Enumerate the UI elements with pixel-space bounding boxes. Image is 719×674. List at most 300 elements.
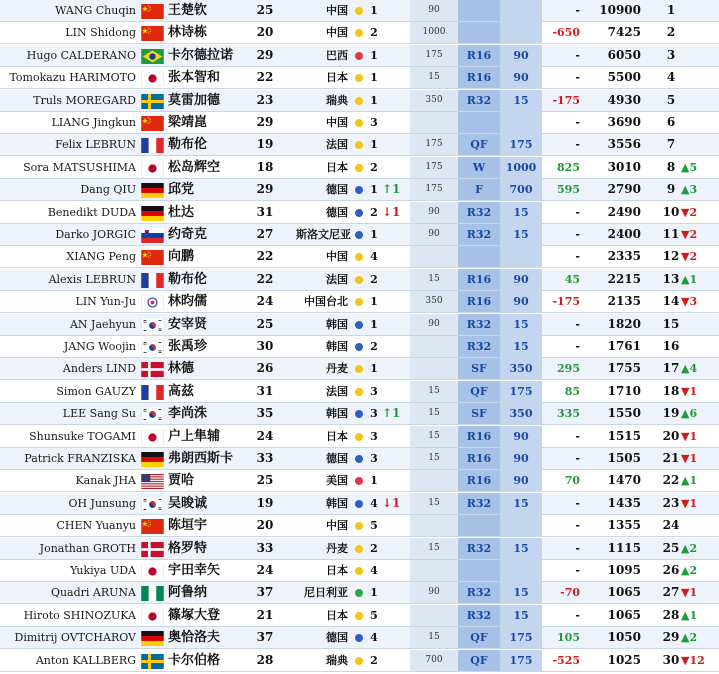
player-name-cn: 林昀儒 <box>168 294 208 310</box>
japan-flag-icon <box>141 160 164 175</box>
rank-movement: ▲3 <box>681 183 698 197</box>
association: 美国 <box>326 474 348 488</box>
world-rank: 3 <box>666 47 676 62</box>
association: 法国 <box>326 272 348 286</box>
rank-movement: ▼1 <box>681 452 698 465</box>
association: 日本 <box>326 160 348 174</box>
association-rank: 4 <box>370 631 378 645</box>
association-rank-change <box>382 112 410 133</box>
association-rank: 4 <box>370 250 378 264</box>
association: 中国台北 <box>304 295 348 309</box>
world-rank: 16 <box>662 339 680 353</box>
association-rank-change <box>382 269 410 290</box>
points-diff: - <box>575 452 580 465</box>
association-rank: 4 <box>370 496 378 510</box>
association-rank-change: ↑1 <box>382 182 401 197</box>
player-name: LIN Shidong <box>65 26 136 40</box>
round-points <box>500 560 542 581</box>
association: 瑞典 <box>326 93 348 107</box>
points-diff: 85 <box>564 384 580 398</box>
player-age: 20 <box>256 25 274 40</box>
association-rank-change <box>382 67 410 88</box>
sweden-flag-icon <box>141 653 164 668</box>
table-row <box>0 45 719 67</box>
points-diff: -525 <box>552 653 580 667</box>
world-rank: 30 <box>662 652 680 667</box>
player-name: Yukiya UDA <box>70 564 136 577</box>
player-age: 37 <box>256 585 274 600</box>
player-name: Kanak JHA <box>75 474 136 488</box>
player-name-cn: 篠塚大登 <box>168 607 221 623</box>
round-reached: R16 <box>458 269 500 290</box>
table-row <box>0 650 719 672</box>
points-diff: - <box>575 205 580 219</box>
table-row <box>0 0 719 22</box>
player-age: 23 <box>256 92 274 107</box>
association-rank: 1 <box>370 474 378 488</box>
association-dot-icon <box>355 545 363 553</box>
world-rank: 10 <box>662 204 680 219</box>
association-rank: 1 <box>370 71 378 85</box>
player-age: 33 <box>256 451 274 465</box>
round-points <box>500 112 542 133</box>
round-points: 15 <box>500 90 542 111</box>
player-age: 26 <box>256 361 274 376</box>
points-dropped: 15 <box>410 448 458 469</box>
rank-movement <box>681 336 719 357</box>
round-points: 350 <box>500 403 542 424</box>
player-name: LEE Sang Su <box>62 407 136 421</box>
germany-flag-icon <box>141 182 164 197</box>
table-row <box>0 291 719 313</box>
association-rank: 3 <box>370 407 378 421</box>
points-diff: -175 <box>552 295 580 309</box>
association-rank: 1 <box>370 228 378 241</box>
player-age: 30 <box>256 339 274 353</box>
world-rank: 19 <box>662 406 680 421</box>
player-name-cn: 张本智和 <box>168 70 221 86</box>
world-rank: 5 <box>666 92 676 107</box>
world-rank: 13 <box>662 271 680 286</box>
round-reached <box>458 112 500 133</box>
player-age: 25 <box>256 3 274 17</box>
total-points: 3690 <box>607 115 641 129</box>
points-diff: -175 <box>552 93 580 107</box>
association-dot-icon <box>355 276 363 284</box>
total-points: 1710 <box>607 383 641 398</box>
points-dropped <box>410 112 458 133</box>
player-age: 25 <box>256 316 274 331</box>
points-dropped: 175 <box>410 157 458 178</box>
germany-flag-icon <box>141 451 164 466</box>
player-name-cn: 弗朗西斯卡 <box>168 451 234 466</box>
japan-flag-icon <box>141 563 164 578</box>
points-dropped <box>410 605 458 626</box>
points-dropped <box>410 515 458 536</box>
table-row <box>0 470 719 492</box>
association-dot-icon <box>355 52 363 60</box>
association-dot-icon <box>355 455 363 463</box>
points-dropped: 15 <box>410 67 458 88</box>
association-rank-change <box>382 291 410 312</box>
france-flag-icon <box>141 137 164 152</box>
player-name-cn: 莫雷加德 <box>168 92 221 108</box>
player-name-cn: 梁靖崑 <box>168 115 208 130</box>
points-diff: -650 <box>552 26 580 40</box>
points-diff: - <box>575 541 580 555</box>
round-reached: R32 <box>458 538 500 559</box>
player-age: 19 <box>256 495 274 510</box>
player-name: JANG Woojin <box>63 340 136 353</box>
association-rank: 4 <box>370 564 378 577</box>
points-diff: - <box>575 71 580 85</box>
player-name: Patrick FRANZISKA <box>24 452 136 465</box>
association: 斯洛文尼亚 <box>296 228 351 241</box>
korea-flag-icon <box>141 317 164 332</box>
association: 德国 <box>326 452 348 465</box>
points-diff: 105 <box>557 631 580 645</box>
round-reached: R16 <box>458 291 500 312</box>
player-name-cn: 贾哈 <box>168 473 195 489</box>
player-age: 29 <box>256 182 274 197</box>
points-diff: 595 <box>557 183 580 197</box>
player-name: Felix LEBRUN <box>55 138 136 152</box>
player-name-cn: 勒布伦 <box>168 137 208 153</box>
world-rank: 17 <box>662 361 680 376</box>
association: 瑞典 <box>326 653 348 667</box>
association-rank-change <box>382 605 410 626</box>
china-flag-icon <box>141 25 164 40</box>
round-reached: R32 <box>458 493 500 514</box>
points-dropped: 1000 <box>410 22 458 43</box>
player-name: LIANG Jingkun <box>51 116 136 129</box>
world-rank: 7 <box>666 137 676 152</box>
player-name: Quadri ARUNA <box>50 586 136 600</box>
player-age: 24 <box>256 428 274 443</box>
rank-movement <box>681 112 719 133</box>
round-reached: R16 <box>458 448 500 469</box>
association-rank: 1 <box>370 93 378 107</box>
association-rank: 1 <box>370 4 378 17</box>
rank-movement <box>681 22 719 43</box>
association-rank: 1 <box>370 183 378 197</box>
usa-flag-icon <box>141 473 164 488</box>
round-reached: R16 <box>458 470 500 491</box>
total-points: 2790 <box>607 182 641 197</box>
association: 德国 <box>326 183 348 197</box>
association-rank: 2 <box>370 541 378 555</box>
association-rank: 3 <box>370 384 378 398</box>
points-dropped: 90 <box>410 582 458 603</box>
player-name: Shunsuke TOGAMI <box>29 429 136 443</box>
round-reached: R32 <box>458 202 500 223</box>
player-name: Sora MATSUSHIMA <box>23 160 136 174</box>
table-row <box>0 314 719 336</box>
round-reached <box>458 515 500 536</box>
world-rank: 6 <box>666 115 676 129</box>
association-rank: 1 <box>370 317 378 331</box>
player-name-cn: 高兹 <box>168 383 195 399</box>
player-name-cn: 李尚洙 <box>168 406 208 422</box>
player-name-cn: 勒布伦 <box>168 271 208 287</box>
total-points: 6050 <box>607 47 641 62</box>
association: 中国 <box>326 250 348 264</box>
world-rank: 11 <box>662 227 680 241</box>
table-row <box>0 515 719 537</box>
round-points: 1000 <box>500 157 542 178</box>
round-points: 175 <box>500 134 542 155</box>
table-row <box>0 67 719 89</box>
rank-movement: ▼3 <box>681 295 698 309</box>
round-points: 175 <box>500 650 542 671</box>
world-rank: 18 <box>662 383 680 398</box>
germany-flag-icon <box>141 630 164 645</box>
player-name-cn: 吴晙诚 <box>168 495 208 511</box>
points-dropped: 350 <box>410 90 458 111</box>
player-name: OH Junsung <box>68 496 136 510</box>
player-age: 19 <box>256 137 274 152</box>
player-age: 21 <box>256 607 274 622</box>
points-dropped: 175 <box>410 179 458 200</box>
round-points: 15 <box>500 582 542 603</box>
association-rank-change <box>382 448 410 469</box>
rank-movement: ▲1 <box>681 272 698 286</box>
round-points <box>500 22 542 43</box>
points-diff: - <box>575 496 580 510</box>
association-dot-icon <box>355 657 363 665</box>
rank-movement: ▲1 <box>681 474 698 488</box>
player-name-cn: 约奇克 <box>168 227 208 242</box>
association-dot-icon <box>355 433 363 441</box>
player-age: 29 <box>256 47 274 62</box>
association-rank-change <box>382 627 410 648</box>
world-rank: 12 <box>662 249 680 264</box>
points-diff: 45 <box>564 272 580 286</box>
total-points: 5500 <box>607 70 641 85</box>
association: 中国 <box>326 4 348 17</box>
points-dropped: 700 <box>410 650 458 671</box>
points-dropped: 15 <box>410 381 458 402</box>
points-diff: -70 <box>560 586 580 600</box>
association-dot-icon <box>355 321 363 329</box>
player-name: Simon GAUZY <box>56 384 136 398</box>
world-rank: 23 <box>662 495 680 510</box>
china-flag-icon <box>141 249 164 264</box>
association-rank: 2 <box>370 205 378 219</box>
player-name: Truls MOREGARD <box>33 93 136 107</box>
round-reached: R32 <box>458 90 500 111</box>
association-rank-change <box>382 470 410 491</box>
round-points: 15 <box>500 336 542 357</box>
france-flag-icon <box>141 384 164 399</box>
player-name-cn: 奥恰洛夫 <box>168 630 221 646</box>
total-points: 3556 <box>607 137 641 152</box>
world-rank: 1 <box>666 3 676 17</box>
total-points: 1025 <box>607 652 641 667</box>
round-reached: QF <box>458 627 500 648</box>
points-dropped: 90 <box>410 314 458 335</box>
total-points: 1115 <box>607 540 641 555</box>
player-name: LIN Yun-Ju <box>75 295 136 309</box>
total-points: 1820 <box>607 316 641 331</box>
player-age: 24 <box>256 294 274 309</box>
china-flag-icon <box>141 3 164 18</box>
korea-flag-icon <box>141 339 164 354</box>
table-row <box>0 157 719 179</box>
round-reached <box>458 246 500 267</box>
total-points: 2400 <box>607 227 641 241</box>
association-rank: 1 <box>370 138 378 152</box>
points-diff: - <box>575 340 580 353</box>
world-rank: 25 <box>662 540 680 555</box>
points-diff: - <box>575 564 580 577</box>
round-reached <box>458 0 500 21</box>
points-diff: - <box>575 317 580 331</box>
association-rank: 2 <box>370 160 378 174</box>
total-points: 7425 <box>607 25 641 40</box>
round-points: 90 <box>500 67 542 88</box>
japan-flag-icon <box>141 429 164 444</box>
player-name: Benedikt DUDA <box>47 205 136 219</box>
player-age: 22 <box>256 271 274 286</box>
association-rank-change: ↓1 <box>382 495 401 510</box>
player-age: 25 <box>256 473 274 488</box>
points-diff: 70 <box>564 474 580 488</box>
round-points: 90 <box>500 291 542 312</box>
points-diff: - <box>575 116 580 129</box>
table-row <box>0 582 719 604</box>
table-row <box>0 246 719 268</box>
table-row <box>0 605 719 627</box>
player-age: 33 <box>256 540 274 555</box>
association-rank: 1 <box>370 586 378 600</box>
player-name-cn: 陈垣宇 <box>168 518 208 534</box>
association: 法国 <box>326 384 348 398</box>
association: 中国 <box>326 26 348 40</box>
world-rank: 4 <box>666 70 676 85</box>
points-dropped: 15 <box>410 627 458 648</box>
france-flag-icon <box>141 272 164 287</box>
player-name: Dimitrij OVTCHAROV <box>14 631 136 645</box>
tpe-flag-icon <box>141 294 164 309</box>
association-dot-icon <box>355 612 363 620</box>
total-points: 2135 <box>607 294 641 309</box>
association-dot-icon <box>355 209 363 217</box>
denmark-flag-icon <box>141 361 164 376</box>
total-points: 1065 <box>607 585 641 600</box>
association-rank-change <box>382 22 410 43</box>
table-row <box>0 179 719 201</box>
table-row <box>0 403 719 425</box>
total-points: 4930 <box>607 92 641 107</box>
association-rank-change <box>382 224 410 245</box>
points-dropped: 15 <box>410 538 458 559</box>
round-points: 175 <box>500 381 542 402</box>
table-row <box>0 224 719 246</box>
round-reached: R32 <box>458 605 500 626</box>
association: 韩国 <box>326 496 348 510</box>
rank-movement: ▼1 <box>681 586 698 600</box>
points-diff: - <box>575 228 580 241</box>
association: 日本 <box>326 608 348 622</box>
round-points: 350 <box>500 358 542 379</box>
rank-movement: ▲2 <box>681 564 698 577</box>
association-rank-change <box>382 314 410 335</box>
points-diff: 335 <box>557 407 580 421</box>
table-row <box>0 134 719 156</box>
player-name: XIANG Peng <box>66 250 136 264</box>
association: 日本 <box>326 429 348 443</box>
rank-movement: ▲2 <box>681 631 698 645</box>
points-diff: 295 <box>557 362 580 376</box>
round-reached: QF <box>458 381 500 402</box>
association: 中国 <box>326 519 348 533</box>
round-reached: W <box>458 157 500 178</box>
association-rank-change: ↓1 <box>382 204 401 219</box>
round-reached: R32 <box>458 224 500 245</box>
round-points: 15 <box>500 314 542 335</box>
association-rank-change: ↑1 <box>382 406 401 421</box>
association: 法国 <box>326 138 348 152</box>
player-name: Darko JORGIC <box>55 228 136 241</box>
association: 韩国 <box>326 407 348 421</box>
association-rank-change <box>382 582 410 603</box>
player-age: 31 <box>256 204 274 219</box>
table-row <box>0 560 719 582</box>
player-age: 24 <box>256 563 274 577</box>
player-name: Anton KALLBERG <box>35 653 136 667</box>
world-rank: 15 <box>662 316 680 331</box>
association-rank-change <box>382 381 410 402</box>
rank-movement: ▲4 <box>681 362 698 376</box>
round-reached <box>458 22 500 43</box>
round-points: 15 <box>500 493 542 514</box>
slovenia-flag-icon <box>141 227 164 242</box>
player-name: Anders LIND <box>62 362 136 376</box>
points-dropped: 15 <box>410 269 458 290</box>
round-points: 90 <box>500 448 542 469</box>
player-name-cn: 杜达 <box>168 204 195 220</box>
association-rank: 1 <box>370 295 378 309</box>
association: 日本 <box>326 564 348 577</box>
player-name-cn: 向鹏 <box>168 249 195 265</box>
table-row <box>0 493 719 515</box>
total-points: 2490 <box>607 204 641 219</box>
association-dot-icon <box>355 231 363 239</box>
round-points: 90 <box>500 470 542 491</box>
points-dropped <box>410 470 458 491</box>
round-points <box>500 246 542 267</box>
association-dot-icon <box>355 7 363 15</box>
points-dropped: 90 <box>410 0 458 21</box>
association-rank: 2 <box>370 26 378 40</box>
rank-movement: ▲2 <box>681 541 698 555</box>
association-rank: 3 <box>370 452 378 465</box>
points-dropped <box>410 358 458 379</box>
total-points: 1755 <box>607 361 641 376</box>
association-dot-icon <box>355 567 363 575</box>
player-name-cn: 王楚钦 <box>168 3 208 18</box>
rank-movement <box>681 0 719 21</box>
association-rank-change <box>382 0 410 21</box>
player-name-cn: 邱党 <box>168 182 195 198</box>
player-age: 29 <box>256 115 274 129</box>
points-dropped <box>410 560 458 581</box>
association-rank-change <box>382 157 410 178</box>
total-points: 10900 <box>599 3 641 17</box>
points-dropped <box>410 336 458 357</box>
world-rank: 22 <box>662 473 680 488</box>
